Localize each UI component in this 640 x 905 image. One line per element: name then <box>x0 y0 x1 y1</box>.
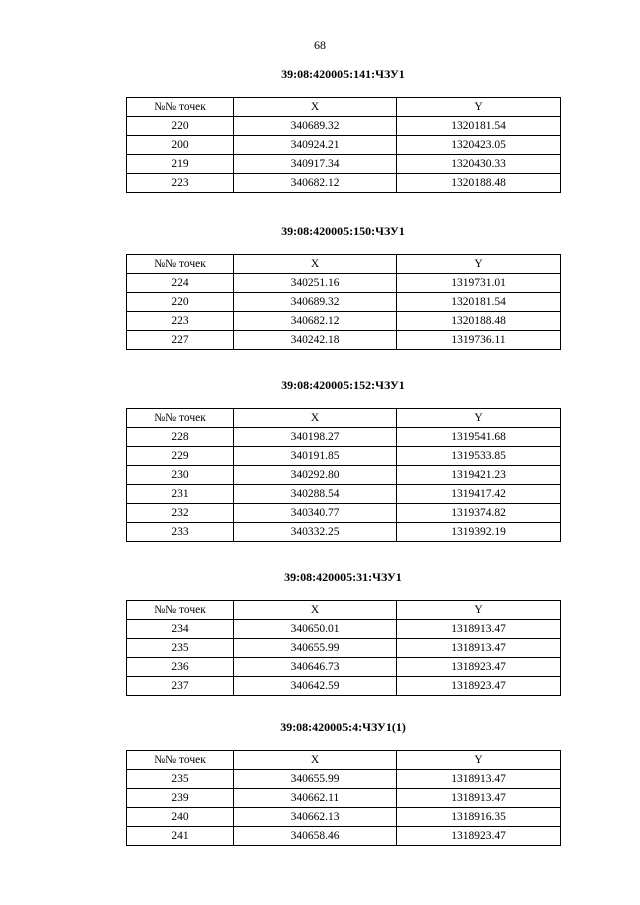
table-header-row <box>127 751 561 770</box>
section-152 <box>126 377 560 542</box>
y-coordinate-cell: 1320188.48 <box>397 174 561 193</box>
column-header-point: №№ точек <box>127 409 234 428</box>
y-coordinate-cell: 1319421.23 <box>397 466 561 485</box>
y-coordinate-cell: 1320423.05 <box>397 136 561 155</box>
table-row <box>127 155 561 174</box>
x-coordinate-cell: 340662.11 <box>234 789 397 808</box>
section-150 <box>126 223 560 350</box>
y-coordinate-cell: 1320188.48 <box>397 312 561 331</box>
column-header-point: №№ точек <box>127 751 234 770</box>
x-coordinate-cell: 340655.99 <box>234 770 397 789</box>
y-coordinate-cell: 1318913.47 <box>397 770 561 789</box>
y-coordinate-cell: 1319731.01 <box>397 274 561 293</box>
point-number-cell: 241 <box>127 827 234 846</box>
y-coordinate-cell: 1318923.47 <box>397 827 561 846</box>
coordinates-table <box>126 408 561 542</box>
x-coordinate-cell: 340191.85 <box>234 447 397 466</box>
point-number-cell: 235 <box>127 770 234 789</box>
section-title: 39:08:420005:31:ЧЗУ1 <box>284 570 402 584</box>
point-number-cell: 236 <box>127 658 234 677</box>
point-number-cell: 240 <box>127 808 234 827</box>
x-coordinate-cell: 340682.12 <box>234 312 397 331</box>
point-number-cell: 231 <box>127 485 234 504</box>
table-row <box>127 293 561 312</box>
section-31 <box>126 569 560 696</box>
y-coordinate-cell: 1318923.47 <box>397 677 561 696</box>
x-coordinate-cell: 340655.99 <box>234 639 397 658</box>
table-row <box>127 639 561 658</box>
section-title: 39:08:420005:4:ЧЗУ1(1) <box>280 720 406 734</box>
x-coordinate-cell: 340642.59 <box>234 677 397 696</box>
x-coordinate-cell: 340689.32 <box>234 117 397 136</box>
column-header-y: Y <box>397 98 561 117</box>
x-coordinate-cell: 340924.21 <box>234 136 397 155</box>
point-number-cell: 237 <box>127 677 234 696</box>
point-number-cell: 224 <box>127 274 234 293</box>
table-row <box>127 174 561 193</box>
x-coordinate-cell: 340198.27 <box>234 428 397 447</box>
y-coordinate-cell: 1320181.54 <box>397 117 561 136</box>
column-header-y: Y <box>397 751 561 770</box>
point-number-cell: 220 <box>127 293 234 312</box>
table-row <box>127 331 561 350</box>
point-number-cell: 227 <box>127 331 234 350</box>
y-coordinate-cell: 1320430.33 <box>397 155 561 174</box>
point-number-cell: 223 <box>127 174 234 193</box>
table-header-row <box>127 409 561 428</box>
coordinates-table <box>126 97 561 193</box>
table-row <box>127 136 561 155</box>
x-coordinate-cell: 340650.01 <box>234 620 397 639</box>
table-row <box>127 485 561 504</box>
column-header-y: Y <box>397 601 561 620</box>
column-header-y: Y <box>397 409 561 428</box>
y-coordinate-cell: 1318913.47 <box>397 620 561 639</box>
x-coordinate-cell: 340658.46 <box>234 827 397 846</box>
table-row <box>127 808 561 827</box>
table-row <box>127 677 561 696</box>
table-row <box>127 789 561 808</box>
column-header-point: №№ точек <box>127 601 234 620</box>
table-row <box>127 504 561 523</box>
point-number-cell: 228 <box>127 428 234 447</box>
y-coordinate-cell: 1318913.47 <box>397 789 561 808</box>
x-coordinate-cell: 340332.25 <box>234 523 397 542</box>
coordinates-table <box>126 750 561 846</box>
section-title: 39:08:420005:152:ЧЗУ1 <box>281 378 405 392</box>
table-row <box>127 447 561 466</box>
table-header-row <box>127 98 561 117</box>
column-header-point: №№ точек <box>127 98 234 117</box>
x-coordinate-cell: 340288.54 <box>234 485 397 504</box>
table-row <box>127 770 561 789</box>
point-number-cell: 234 <box>127 620 234 639</box>
y-coordinate-cell: 1320181.54 <box>397 293 561 312</box>
point-number-cell: 230 <box>127 466 234 485</box>
point-number-cell: 235 <box>127 639 234 658</box>
point-number-cell: 239 <box>127 789 234 808</box>
coordinates-table <box>126 254 561 350</box>
section-title: 39:08:420005:141:ЧЗУ1 <box>281 67 405 81</box>
y-coordinate-cell: 1319541.68 <box>397 428 561 447</box>
x-coordinate-cell: 340917.34 <box>234 155 397 174</box>
x-coordinate-cell: 340682.12 <box>234 174 397 193</box>
point-number-cell: 220 <box>127 117 234 136</box>
point-number-cell: 232 <box>127 504 234 523</box>
column-header-x: X <box>234 751 397 770</box>
x-coordinate-cell: 340662.13 <box>234 808 397 827</box>
table-row <box>127 658 561 677</box>
column-header-x: X <box>234 98 397 117</box>
section-4 <box>126 719 560 846</box>
x-coordinate-cell: 340251.16 <box>234 274 397 293</box>
column-header-x: X <box>234 601 397 620</box>
table-row <box>127 827 561 846</box>
page-number: 68 <box>314 38 326 52</box>
table-row <box>127 466 561 485</box>
x-coordinate-cell: 340689.32 <box>234 293 397 312</box>
x-coordinate-cell: 340340.77 <box>234 504 397 523</box>
point-number-cell: 200 <box>127 136 234 155</box>
point-number-cell: 223 <box>127 312 234 331</box>
table-row <box>127 274 561 293</box>
column-header-x: X <box>234 409 397 428</box>
y-coordinate-cell: 1319533.85 <box>397 447 561 466</box>
point-number-cell: 229 <box>127 447 234 466</box>
column-header-y: Y <box>397 255 561 274</box>
section-141 <box>126 66 560 193</box>
y-coordinate-cell: 1318913.47 <box>397 639 561 658</box>
point-number-cell: 219 <box>127 155 234 174</box>
table-row <box>127 523 561 542</box>
y-coordinate-cell: 1319374.82 <box>397 504 561 523</box>
x-coordinate-cell: 340242.18 <box>234 331 397 350</box>
table-header-row <box>127 255 561 274</box>
table-row <box>127 428 561 447</box>
y-coordinate-cell: 1319736.11 <box>397 331 561 350</box>
table-header-row <box>127 601 561 620</box>
coordinates-table <box>126 600 561 696</box>
table-row <box>127 312 561 331</box>
y-coordinate-cell: 1319417.42 <box>397 485 561 504</box>
y-coordinate-cell: 1318916.35 <box>397 808 561 827</box>
x-coordinate-cell: 340292.80 <box>234 466 397 485</box>
section-title: 39:08:420005:150:ЧЗУ1 <box>281 224 405 238</box>
column-header-point: №№ точек <box>127 255 234 274</box>
column-header-x: X <box>234 255 397 274</box>
x-coordinate-cell: 340646.73 <box>234 658 397 677</box>
y-coordinate-cell: 1318923.47 <box>397 658 561 677</box>
y-coordinate-cell: 1319392.19 <box>397 523 561 542</box>
table-row <box>127 620 561 639</box>
point-number-cell: 233 <box>127 523 234 542</box>
table-row <box>127 117 561 136</box>
